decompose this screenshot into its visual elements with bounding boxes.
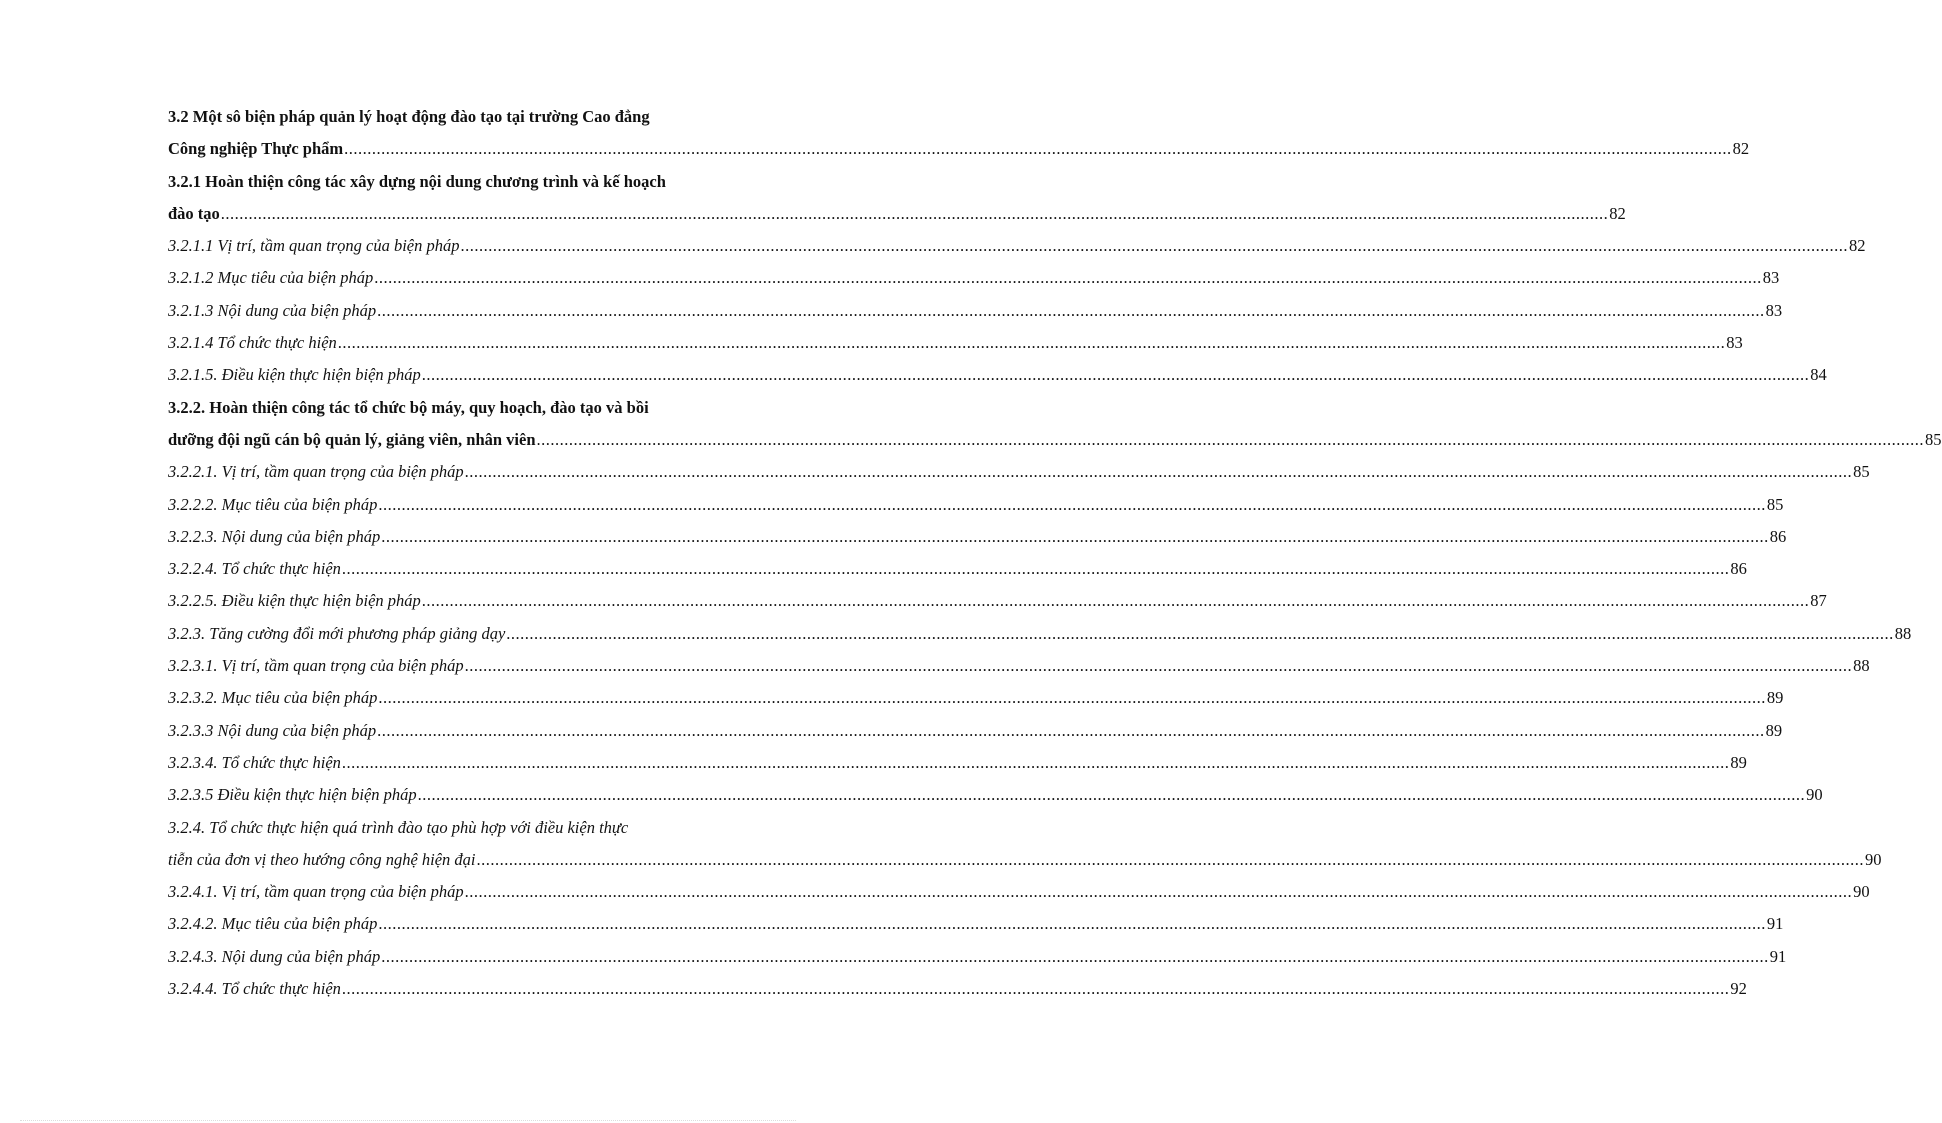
toc-entry-title: tiễn của đơn vị theo hướng công nghệ hiện đại (168, 849, 476, 869)
dot-leader: ............................................................................................................................................................................................................................................................................................................ (464, 462, 1853, 482)
toc-entry[interactable] (168, 456, 1870, 488)
toc-page-number: 88 (1894, 623, 1912, 643)
toc-entry-title: 3.2.4.3. Nội dung của biện pháp (168, 946, 381, 966)
toc-page-number: 83 (1726, 333, 1743, 353)
toc-entry[interactable] (168, 973, 1747, 1005)
toc-page-number: 89 (1765, 720, 1783, 740)
dot-leader: ............................................................................................................................................................................................................................................................................................................ (506, 623, 1894, 643)
toc-entry[interactable] (168, 166, 1626, 231)
toc-entry[interactable] (168, 521, 1787, 553)
toc-entry-title: đào tạo (168, 203, 220, 223)
dot-leader: ............................................................................................................................................................................................................................................................................................................ (421, 365, 1810, 385)
toc-entry[interactable] (168, 392, 1942, 457)
page-bottom-edge (20, 1120, 796, 1121)
dot-leader: ............................................................................................................................................................................................................................................................................................................ (421, 591, 1810, 611)
toc-page-number: 92 (1730, 979, 1747, 999)
toc-entry-title: 3.2.1.5. Điều kiện thực hiện biện pháp (168, 365, 421, 385)
toc-entry-title: 3.2.3. Tăng cường đổi mới phương pháp giảng dạy (168, 623, 506, 643)
toc-entry[interactable] (168, 585, 1827, 617)
toc-entry[interactable] (168, 359, 1827, 391)
dot-leader: ............................................................................................................................................................................................................................................................................................................ (464, 882, 1853, 902)
toc-page-number: 89 (1766, 688, 1784, 708)
dot-leader: ............................................................................................................................................................................................................................................................................................................ (337, 333, 1726, 353)
dot-leader: ............................................................................................................................................................................................................................................................................................................ (374, 268, 1762, 288)
toc-entry[interactable] (168, 295, 1783, 327)
table-of-contents (168, 101, 1942, 1005)
toc-entry[interactable] (168, 618, 1912, 650)
toc-entry[interactable] (168, 779, 1823, 811)
toc-entry-title-line: 3.2 Một sô biện pháp quản lý hoạt động đào tạo tại trường Cao đẳng (168, 107, 650, 126)
toc-page-number: 82 (1849, 236, 1866, 256)
toc-entry-title: 3.2.2.5. Điều kiện thực hiện biện pháp (168, 591, 421, 611)
dot-leader: ............................................................................................................................................................................................................................................................................................................ (377, 300, 1765, 320)
toc-entry[interactable] (168, 908, 1784, 940)
toc-page-number: 84 (1810, 365, 1827, 385)
toc-page-number: 82 (1609, 203, 1626, 223)
toc-entry[interactable] (168, 747, 1747, 779)
dot-leader: ............................................................................................................................................................................................................................................................................................................ (464, 656, 1853, 676)
toc-entry-title-line: 3.2.4. Tổ chức thực hiện quá trình đào tạo phù hợp với điều kiện thực (168, 817, 629, 837)
toc-entry-title: 3.2.2.4. Tổ chức thực hiện (168, 559, 341, 579)
dot-leader: ............................................................................................................................................................................................................................................................................................................ (220, 203, 1609, 223)
dot-leader: ............................................................................................................................................................................................................................................................................................................ (378, 914, 1766, 934)
toc-page-number: 86 (1730, 559, 1747, 579)
toc-entry-title: 3.2.3.5 Điều kiện thực hiện biện pháp (168, 785, 417, 805)
toc-entry[interactable] (168, 812, 1882, 877)
toc-entry[interactable] (168, 230, 1866, 262)
toc-entry[interactable] (168, 682, 1784, 714)
toc-entry[interactable] (168, 327, 1743, 359)
toc-entry-title: 3.2.4.4. Tổ chức thực hiện (168, 979, 341, 999)
dot-leader: ............................................................................................................................................................................................................................................................................................................ (377, 720, 1765, 740)
dot-leader: ............................................................................................................................................................................................................................................................................................................ (341, 752, 1730, 772)
dot-leader: ............................................................................................................................................................................................................................................................................................................ (381, 946, 1769, 966)
toc-page-number: 90 (1806, 785, 1823, 805)
dot-leader: ............................................................................................................................................................................................................................................................................................................ (417, 785, 1806, 805)
dot-leader: ............................................................................................................................................................................................................................................................................................................ (378, 494, 1766, 514)
toc-entry-title: 3.2.3.4. Tổ chức thực hiện (168, 752, 341, 772)
dot-leader: ............................................................................................................................................................................................................................................................................................................ (378, 688, 1766, 708)
toc-page-number: 91 (1766, 914, 1784, 934)
toc-entry-title: 3.2.1.2 Mục tiêu của biện pháp (168, 268, 374, 288)
toc-entry-title: 3.2.3.3 Nội dung của biện pháp (168, 720, 377, 740)
toc-entry-title: 3.2.3.2. Mục tiêu của biện pháp (168, 688, 378, 708)
toc-entry[interactable] (168, 715, 1783, 747)
toc-page-number: 90 (1853, 882, 1870, 902)
toc-entry[interactable] (168, 262, 1780, 294)
dot-leader: ............................................................................................................................................................................................................................................................................................................ (344, 139, 1732, 159)
toc-page-number: 85 (1853, 462, 1870, 482)
toc-page-number: 82 (1732, 139, 1750, 159)
toc-entry[interactable] (168, 876, 1870, 908)
toc-entry-title-line: 3.2.1 Hoàn thiện công tác xây dựng nội dung chương trình và kế hoạch (168, 171, 666, 191)
toc-page-number: 85 (1925, 429, 1942, 449)
toc-page-number: 88 (1853, 656, 1870, 676)
dot-leader: ............................................................................................................................................................................................................................................................................................................ (536, 429, 1925, 449)
dot-leader: ............................................................................................................................................................................................................................................................................................................ (460, 236, 1848, 256)
toc-entry-title-line: 3.2.2. Hoàn thiện công tác tổ chức bộ máy, quy hoạch, đào tạo và bồi (168, 397, 649, 417)
toc-entry-title: 3.2.2.1. Vị trí, tầm quan trọng của biện pháp (168, 462, 464, 482)
toc-entry-title: 3.2.2.2. Mục tiêu của biện pháp (168, 494, 378, 514)
toc-entry-title: 3.2.1.4 Tổ chức thực hiện (168, 333, 337, 353)
toc-page-number: 83 (1762, 268, 1780, 288)
toc-entry-title: 3.2.4.1. Vị trí, tầm quan trọng của biện pháp (168, 882, 464, 902)
toc-page-number: 90 (1865, 849, 1882, 869)
toc-page-number: 89 (1730, 752, 1747, 772)
toc-entry-title: 3.2.4.2. Mục tiêu của biện pháp (168, 914, 378, 934)
toc-page-number: 85 (1766, 494, 1784, 514)
toc-entry-title: Công nghiệp Thực phẩm (168, 139, 344, 159)
dot-leader: ............................................................................................................................................................................................................................................................................................................ (341, 979, 1730, 999)
toc-entry[interactable] (168, 489, 1784, 521)
toc-entry-title: dưỡng đội ngũ cán bộ quản lý, giảng viên, nhân viên (168, 429, 536, 449)
toc-page-number: 91 (1769, 946, 1787, 966)
dot-leader: ............................................................................................................................................................................................................................................................................................................ (476, 849, 1865, 869)
toc-page-number: 83 (1765, 300, 1783, 320)
toc-page-number: 87 (1810, 591, 1827, 611)
dot-leader: ............................................................................................................................................................................................................................................................................................................ (341, 559, 1730, 579)
toc-entry[interactable] (168, 941, 1787, 973)
toc-entry-title: 3.2.3.1. Vị trí, tầm quan trọng của biện pháp (168, 656, 464, 676)
dot-leader: ............................................................................................................................................................................................................................................................................................................ (381, 526, 1769, 546)
toc-entry-title: 3.2.1.3 Nội dung của biện pháp (168, 300, 377, 320)
toc-entry[interactable] (168, 650, 1870, 682)
toc-entry-title: 3.2.1.1 Vị trí, tầm quan trọng của biện pháp (168, 236, 460, 256)
toc-entry[interactable] (168, 101, 1750, 166)
toc-entry-title: 3.2.2.3. Nội dung của biện pháp (168, 526, 381, 546)
toc-page-number: 86 (1769, 526, 1787, 546)
toc-entry[interactable] (168, 553, 1747, 585)
